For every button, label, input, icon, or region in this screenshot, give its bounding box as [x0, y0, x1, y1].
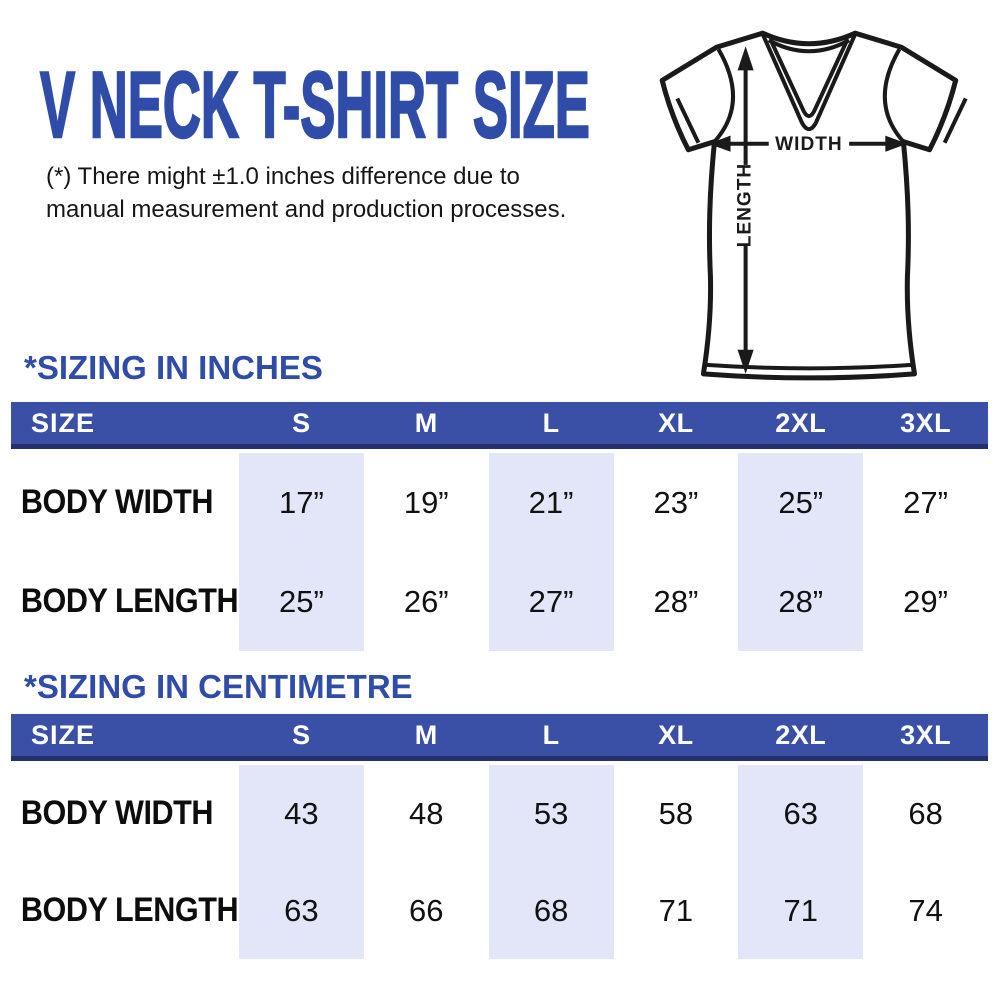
column-header-s: S — [292, 719, 311, 750]
table-cell: 26” — [403, 583, 449, 619]
table-cell: 21” — [489, 453, 614, 552]
column-header-3xl: 3XL — [900, 719, 952, 750]
column-header-size: SIZE — [31, 719, 96, 750]
table-cell: 25” — [738, 453, 863, 552]
section-heading-centimetre: *SIZING IN CENTIMETRE — [24, 668, 413, 705]
column-header-m: M — [414, 407, 438, 438]
table-cell: 68 — [489, 862, 614, 959]
table-header-row — [11, 402, 988, 449]
table-cell: 27” — [489, 552, 614, 651]
table-cell: 58 — [658, 795, 694, 831]
table-cell: 17” — [239, 453, 364, 552]
table-cell: 28” — [653, 583, 699, 619]
row-label-body-width: BODY WIDTH — [20, 483, 214, 521]
column-header-l: L — [542, 719, 560, 750]
table-cell: 27” — [903, 484, 948, 520]
table-cell: 29” — [903, 583, 948, 619]
column-header-s: S — [292, 407, 311, 438]
table-cell: 28” — [738, 552, 863, 651]
length-label: LENGTH — [734, 162, 756, 248]
page-title: V NECK T-SHIRT SIZE — [40, 52, 590, 157]
tshirt-illustration — [648, 2, 995, 394]
width-label: WIDTH — [775, 133, 843, 155]
table-cell: 63 — [239, 862, 364, 959]
row-label-body-length: BODY LENGTH — [20, 891, 239, 929]
table-cell: 63 — [738, 765, 863, 862]
tshirt-measurement-diagram — [648, 2, 995, 394]
table-cell: 48 — [409, 795, 444, 831]
sizing-table-inches — [11, 402, 988, 651]
disclaimer-line-1: (*) There might ±1.0 inches difference due to — [46, 163, 520, 190]
column-header-size: SIZE — [31, 407, 96, 438]
section-heading-inches: *SIZING IN INCHES — [24, 349, 323, 386]
table-cell: 74 — [908, 892, 943, 928]
disclaimer-text — [46, 160, 566, 226]
table-cell: 23” — [653, 484, 699, 520]
column-header-xl: XL — [658, 407, 694, 438]
column-header-m: M — [414, 719, 438, 750]
column-header-2xl: 2XL — [775, 407, 827, 438]
column-header-l: L — [542, 407, 560, 438]
table-cell: 43 — [239, 765, 364, 862]
table-cell: 71 — [658, 892, 694, 928]
table-cell: 71 — [738, 862, 863, 959]
column-header-2xl: 2XL — [775, 719, 827, 750]
tshirt-body-outline — [662, 33, 955, 378]
disclaimer-line-2: manual measurement and production processes. — [46, 196, 567, 224]
table-header-row — [11, 714, 988, 761]
table-cell: 66 — [409, 892, 444, 928]
row-label-body-width: BODY WIDTH — [20, 794, 214, 832]
column-header-xl: XL — [658, 719, 694, 750]
sizing-table-centimetre — [11, 714, 988, 959]
table-cell: 19” — [403, 484, 449, 520]
column-header-3xl: 3XL — [900, 407, 952, 438]
row-label-body-length: BODY LENGTH — [20, 582, 239, 620]
table-body — [11, 453, 988, 651]
table-cell: 53 — [489, 765, 614, 862]
table-cell: 25” — [239, 552, 364, 651]
table-cell: 68 — [908, 795, 943, 831]
table-body — [11, 765, 988, 959]
